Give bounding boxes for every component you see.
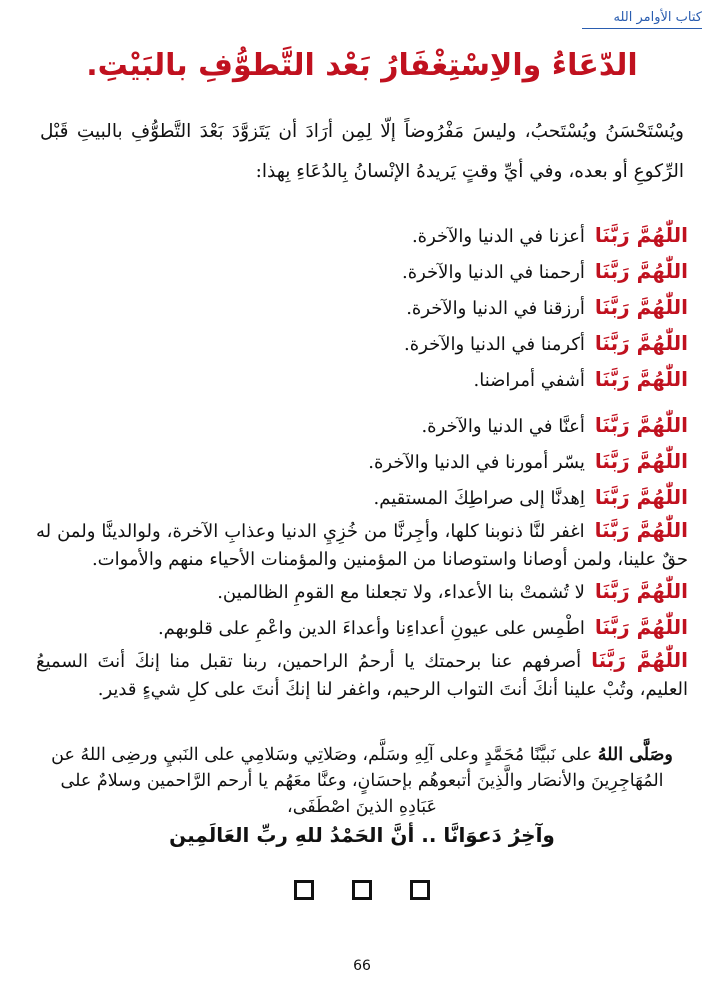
- dua-invocation: اللّٰهُمَّ رَبَّنَا: [594, 615, 688, 639]
- closing-salutation-lead: وصَلَّى اللهُ: [597, 745, 673, 765]
- dua-invocation: اللّٰهُمَّ رَبَّنَا: [594, 485, 688, 509]
- dua-text: أكرمنا في الدنيا والآخرة.: [404, 334, 585, 355]
- dua-text: اغفر لنَّا ذنوبنا كلها، وأجِرنَّا من خُزِيِ الدنيا وعذابِ الآخرة، ولوالدينَّا ولمن له حقٌ علينا، ولمن أوصانا واستوصانا من المؤمنين والمؤمنات الأحياء منهم والأموات.: [36, 521, 688, 570]
- dua-text: يسّر أمورنا في الدنيا والآخرة.: [368, 452, 585, 473]
- dua-list: [36, 218, 688, 704]
- dua-invocation: اللّٰهُمَّ رَبَّنَا: [594, 331, 688, 355]
- dua-text: أشفي أمراضنا.: [473, 370, 585, 391]
- dua-text: لا تُشمتْ بنا الأعداء، ولا تجعلنا مع القومِ الظالمين.: [217, 582, 585, 603]
- header-rule: [582, 28, 702, 29]
- dua-line: [36, 254, 688, 290]
- dua-line: [36, 516, 688, 574]
- dua-line: [36, 574, 688, 610]
- closing-salutation: [40, 742, 684, 820]
- dua-invocation: اللّٰهُمَّ رَبَّنَا: [594, 367, 688, 391]
- dua-invocation: اللّٰهُمَّ رَبَّنَا: [594, 413, 688, 437]
- dua-text: أصرفهم عنا برحمتك يا أرحمُ الراحمين، ربنا تقبل منا إنكَ أنتَ السميعُ العليم، وتُبْ علينا أنكَ أنتَ التواب الرحيم، واغفر لنا إنكَ أنتَ على كلِ شيءٍ قدير.: [36, 651, 688, 700]
- dua-text: أرزقنا في الدنيا والآخرة.: [406, 298, 585, 319]
- dua-line: [36, 326, 688, 362]
- dua-text: أرحمنا في الدنيا والآخرة.: [401, 262, 585, 283]
- dua-line: [36, 408, 688, 444]
- dua-line: [36, 218, 688, 254]
- dua-line: [36, 610, 688, 646]
- square-ornament-icon: [352, 880, 372, 900]
- intro-paragraph: [40, 112, 684, 192]
- intro-text: ويُسْتَحْسَنُ ويُسْتَحبُ، وليسَ مَفْرُوضاً إلّا لِمِن أرَادَ أن يَتَزوَّدَ بَعْدَ التَّطوُّفِ بالبيتِ قَبْل الرِّكوعِ أو بعده، وفي أيِّ وقتٍ يَريدهُ الإنْسانُ بِالدُعَاءِ بِهذا:: [40, 121, 684, 182]
- dua-invocation: اللّٰهُمَّ رَبَّنَا: [594, 449, 688, 473]
- square-ornament-icon: [410, 880, 430, 900]
- closing-final-line: وآخِرُ دَعوَانَّا .. أنَّ الحَمْدُ للهِ ربِّ العَالَمِين: [169, 823, 555, 847]
- dua-text: أعنَّا في الدنيا والآخرة.: [421, 416, 585, 437]
- dua-text: اطْمِس على عيونِ أعداءِنا وأعداءَ الدين واعْمِ على قلوبهم.: [157, 618, 585, 639]
- dua-text: اِهدنَّا إلى صراطِكَ المستقيم.: [373, 488, 585, 509]
- dua-text: أعزنا في الدنيا والآخرة.: [411, 226, 585, 247]
- dua-invocation: اللّٰهُمَّ رَبَّنَا: [594, 295, 688, 319]
- dua-line: [36, 290, 688, 326]
- dua-invocation: اللّٰهُمَّ رَبَّنَا: [594, 579, 688, 603]
- dua-invocation: اللّٰهُمَّ رَبَّنَا: [591, 648, 689, 672]
- closing-salutation-text: على نَبيَّنًا مُحَمَّدٍ وعلى آلِهِ وسَلَّم، وصَلاتِي وسَلامِي على النَبيِ ورضِى اللهُ عن المُهَاجِرِينَ والأنصَار والَّذِينَ أتبعوهُم بإحسَانٍ، وعنَّا معَهُم يا أرحم الرَّاحمين وسلامٌ على عَبَادِهِ الذينَ اصْطَفَى،: [51, 745, 664, 817]
- page-title: الدّعَاءُ والاِسْتِغْفَارُ بَعْد التَّطوُّفِ بالبَيْتِ.: [86, 48, 638, 83]
- square-ornament-icon: [294, 880, 314, 900]
- dua-invocation: اللّٰهُمَّ رَبَّنَا: [594, 259, 688, 283]
- dua-line: [36, 646, 688, 704]
- group-gap: [36, 398, 688, 408]
- closing-prayer: [40, 742, 684, 848]
- dua-line: [36, 362, 688, 398]
- book-header-label: كتاب الأوامر الله: [613, 10, 702, 25]
- dua-line: [36, 480, 688, 516]
- dua-invocation: اللّٰهُمَّ رَبَّنَا: [594, 223, 688, 247]
- page-number: 66: [353, 958, 371, 974]
- dua-line: [36, 444, 688, 480]
- dua-invocation: اللّٰهُمَّ رَبَّنَا: [594, 518, 689, 542]
- ornament-boxes: [0, 880, 724, 900]
